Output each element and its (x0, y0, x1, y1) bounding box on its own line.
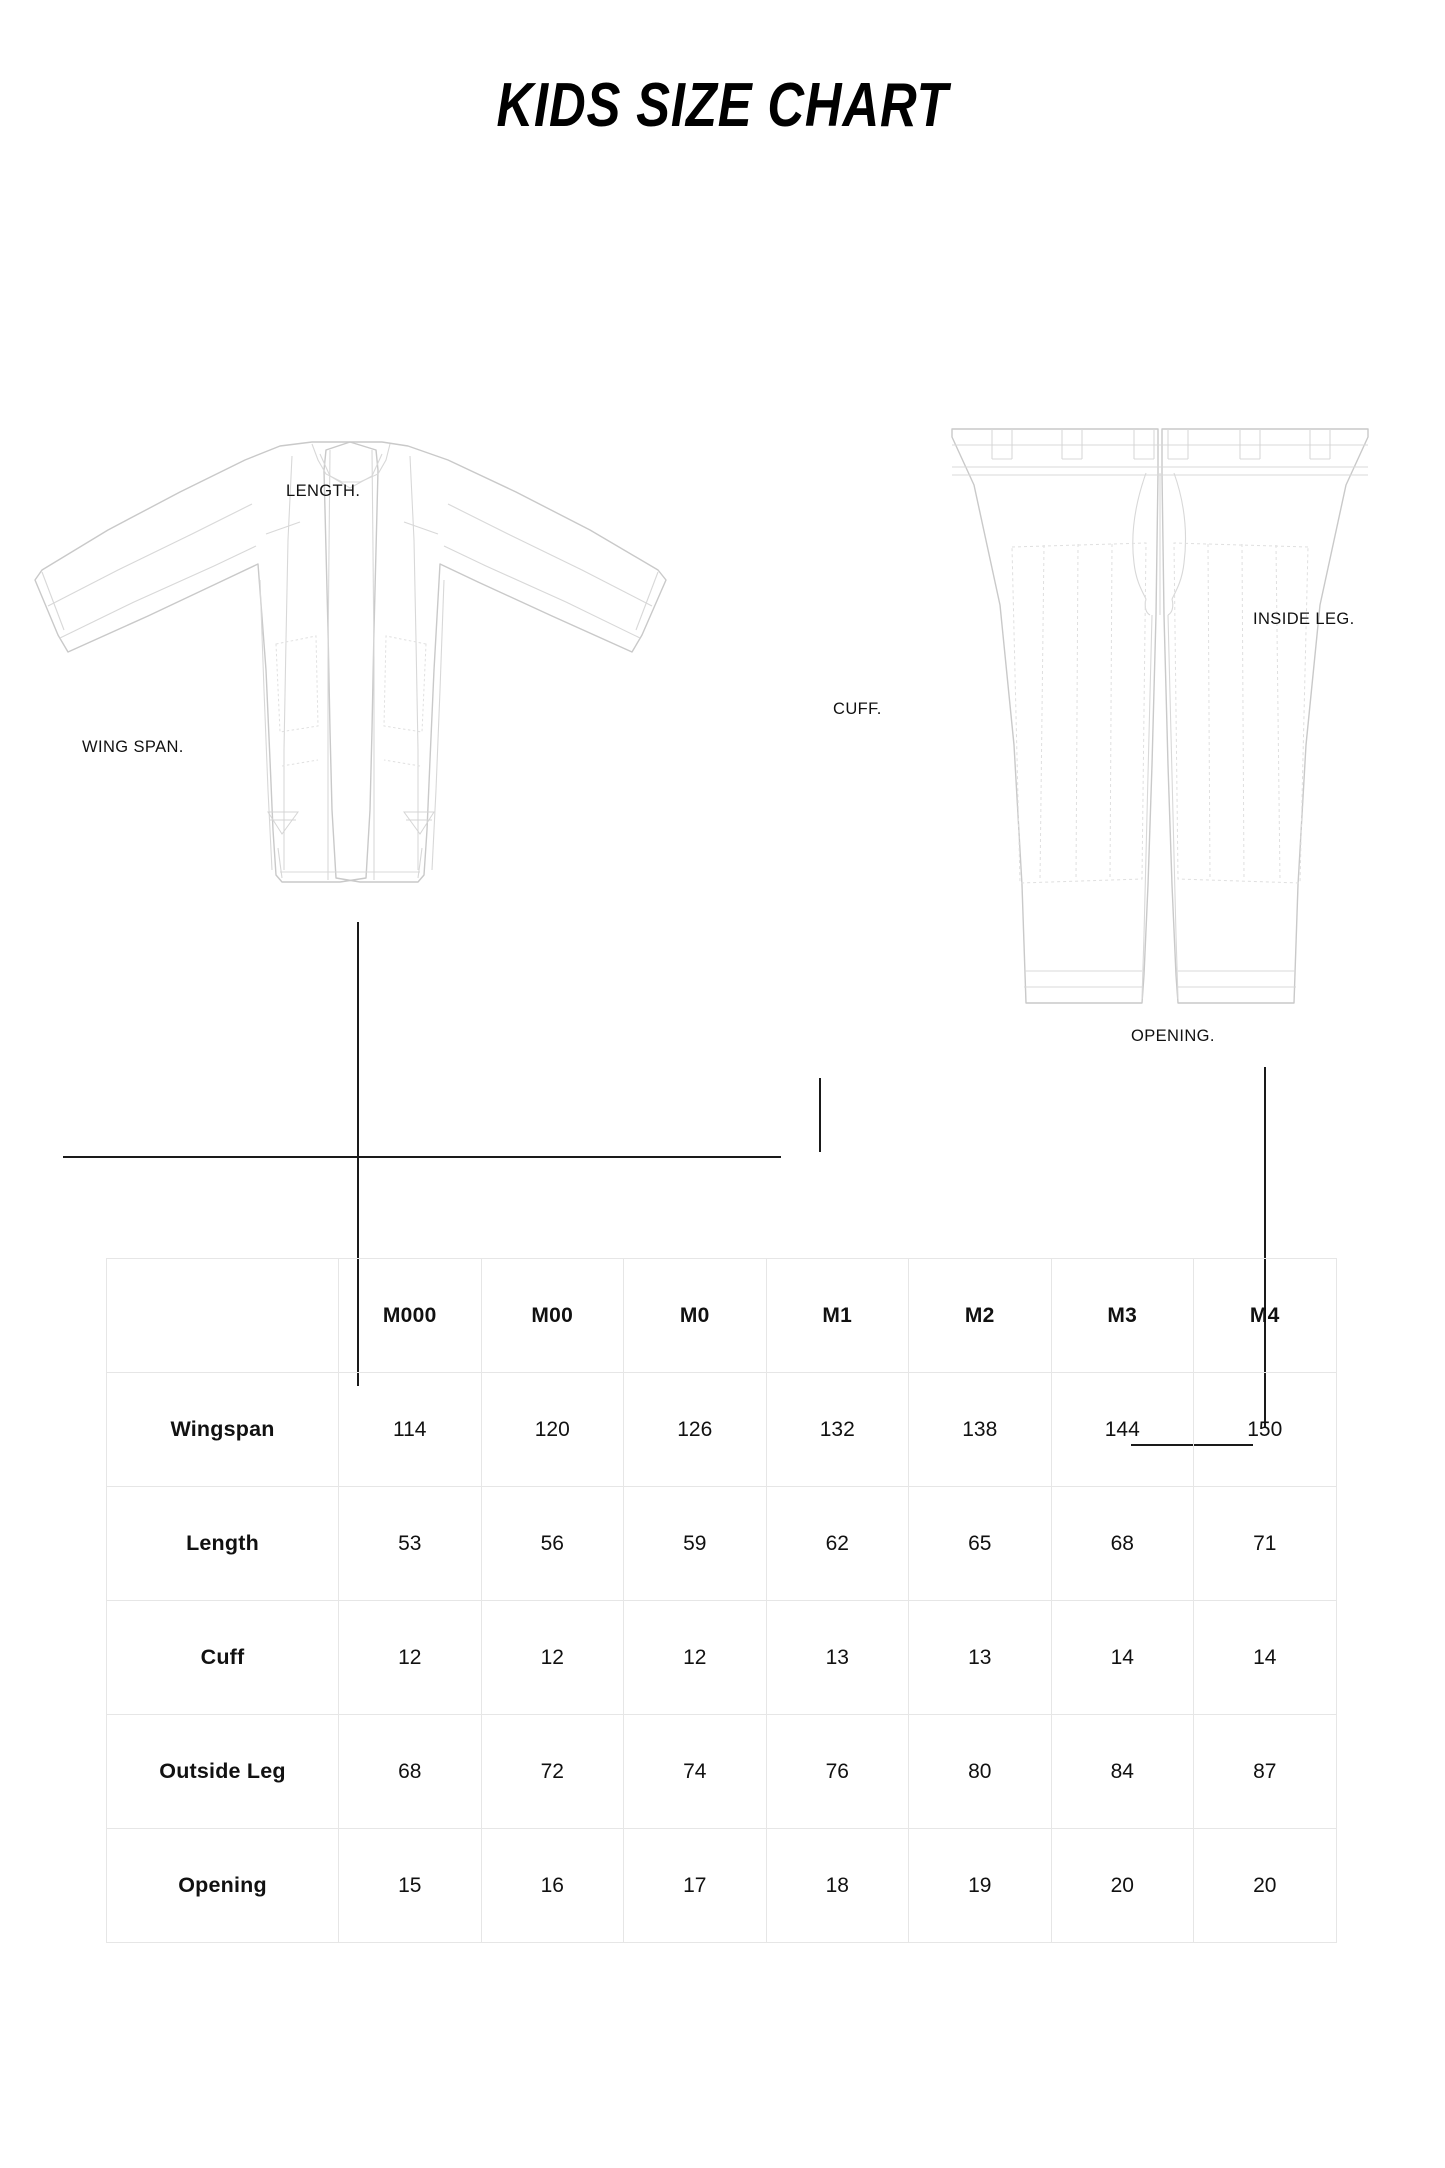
label-wing-span: WING SPAN. (82, 738, 184, 756)
cell-cuff-m000: 12 (339, 1601, 482, 1715)
table-row (107, 1715, 1337, 1829)
table-row (107, 1373, 1337, 1487)
table-body (107, 1373, 1337, 1943)
page-title: KIDS SIZE CHART (496, 71, 949, 140)
cell-wingspan-m4: 150 (1194, 1373, 1337, 1487)
cell-wingspan-m00: 120 (481, 1373, 624, 1487)
cell-outside-leg-m0: 74 (624, 1715, 767, 1829)
cell-cuff-m3: 14 (1051, 1601, 1194, 1715)
table-row (107, 1601, 1337, 1715)
cell-cuff-m00: 12 (481, 1601, 624, 1715)
size-header-m3: M3 (1051, 1259, 1194, 1373)
size-table-container (106, 1258, 1336, 1943)
cell-opening-m4: 20 (1194, 1829, 1337, 1943)
table-row (107, 1829, 1337, 1943)
table-header-row (107, 1259, 1337, 1373)
row-label-opening: Opening (107, 1829, 339, 1943)
jacket-svg (30, 430, 850, 1030)
cell-outside-leg-m2: 80 (909, 1715, 1052, 1829)
garment-illustrations (0, 430, 1445, 1060)
size-header-m00: M00 (481, 1259, 624, 1373)
cell-wingspan-m2: 138 (909, 1373, 1052, 1487)
wingspan-measure-line (63, 1156, 781, 1158)
row-label-wingspan: Wingspan (107, 1373, 339, 1487)
size-header-m2: M2 (909, 1259, 1052, 1373)
cell-outside-leg-m1: 76 (766, 1715, 909, 1829)
size-header-m1: M1 (766, 1259, 909, 1373)
cell-opening-m000: 15 (339, 1829, 482, 1943)
pants-technical-drawing (930, 415, 1390, 1035)
cell-cuff-m4: 14 (1194, 1601, 1337, 1715)
cell-outside-leg-m00: 72 (481, 1715, 624, 1829)
pants-svg (930, 415, 1390, 1035)
cell-wingspan-m3: 144 (1051, 1373, 1194, 1487)
cell-opening-m0: 17 (624, 1829, 767, 1943)
cell-opening-m1: 18 (766, 1829, 909, 1943)
cell-outside-leg-m3: 84 (1051, 1715, 1194, 1829)
row-label-length: Length (107, 1487, 339, 1601)
cell-outside-leg-m4: 87 (1194, 1715, 1337, 1829)
row-label-outside-leg: Outside Leg (107, 1715, 339, 1829)
cuff-measure-line (819, 1078, 821, 1152)
cell-opening-m00: 16 (481, 1829, 624, 1943)
cell-wingspan-m0: 126 (624, 1373, 767, 1487)
cell-wingspan-m000: 114 (339, 1373, 482, 1487)
size-chart-table (106, 1258, 1337, 1943)
table-corner-cell (107, 1259, 339, 1373)
cell-length-m2: 65 (909, 1487, 1052, 1601)
cell-opening-m3: 20 (1051, 1829, 1194, 1943)
cell-cuff-m1: 13 (766, 1601, 909, 1715)
size-header-m4: M4 (1194, 1259, 1337, 1373)
cell-length-m1: 62 (766, 1487, 909, 1601)
label-length: LENGTH. (286, 482, 361, 500)
cell-cuff-m0: 12 (624, 1601, 767, 1715)
cell-length-m3: 68 (1051, 1487, 1194, 1601)
cell-outside-leg-m000: 68 (339, 1715, 482, 1829)
size-header-m0: M0 (624, 1259, 767, 1373)
cell-length-m00: 56 (481, 1487, 624, 1601)
cell-opening-m2: 19 (909, 1829, 1052, 1943)
jacket-technical-drawing (30, 430, 850, 1030)
row-label-cuff: Cuff (107, 1601, 339, 1715)
cell-cuff-m2: 13 (909, 1601, 1052, 1715)
cell-length-m000: 53 (339, 1487, 482, 1601)
size-header-m000: M000 (339, 1259, 482, 1373)
label-opening: OPENING. (1131, 1027, 1215, 1045)
cell-length-m0: 59 (624, 1487, 767, 1601)
cell-length-m4: 71 (1194, 1487, 1337, 1601)
label-cuff: CUFF. (833, 700, 882, 718)
table-row (107, 1487, 1337, 1601)
label-inside-leg: INSIDE LEG. (1253, 610, 1355, 628)
table-header (107, 1259, 1337, 1373)
cell-wingspan-m1: 132 (766, 1373, 909, 1487)
